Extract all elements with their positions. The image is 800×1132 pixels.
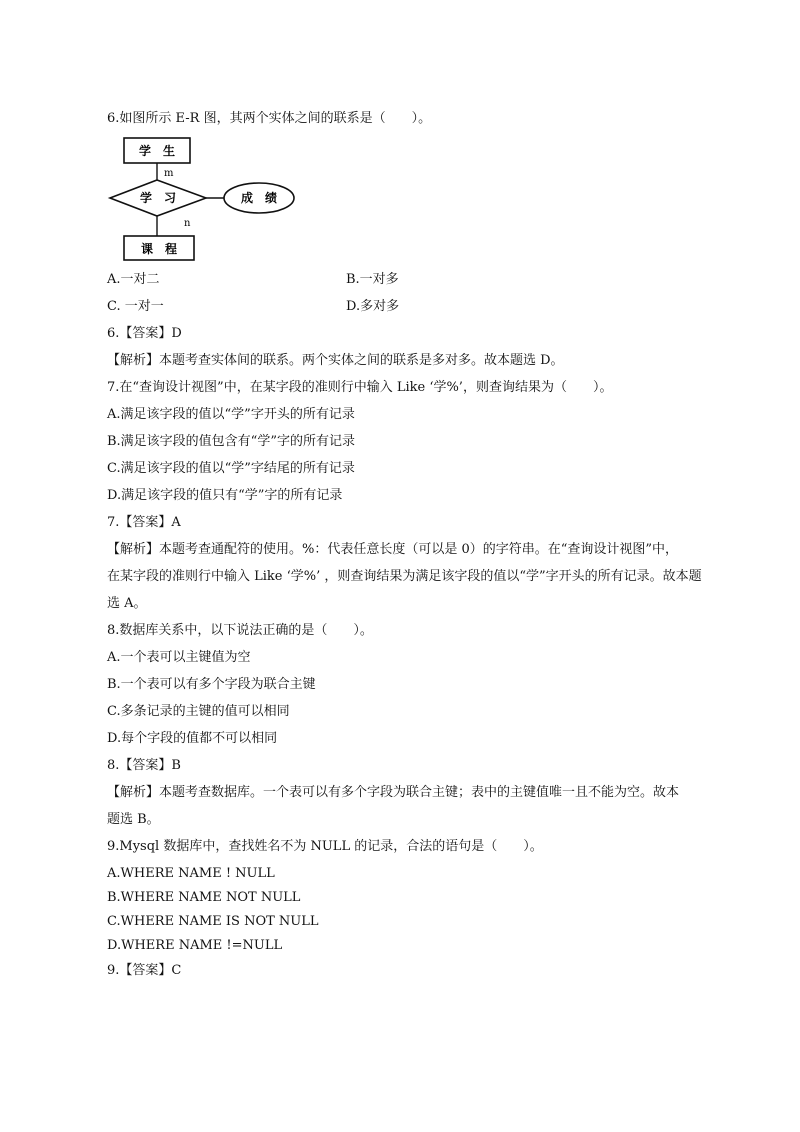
cardinality-m: m: [164, 168, 174, 179]
q7-option-c: C.满足该字段的值以“学”字结尾的所有记录: [107, 461, 355, 476]
q8-answer: 8.【答案】B: [107, 758, 181, 773]
attribute-label: 成 绩: [240, 191, 278, 205]
question-7-text: 7.在“查询设计视图”中，在某字段的准则行中输入 Like ‘学%’，则查询结果为（ ）。: [107, 380, 613, 395]
er-diagram: [104, 132, 314, 262]
q6-option-c: C. 一对一: [107, 299, 164, 314]
question-6-text: 6.如图所示 E-R 图，其两个实体之间的联系是（ ）。: [107, 111, 432, 126]
q8-option-b: B.一个表可以有多个字段为联合主键: [107, 677, 316, 692]
question-9-text: 9.Mysql 数据库中，查找姓名不为 NULL 的记录，合法的语句是（ ）。: [107, 839, 543, 854]
q7-analysis-line-1: 【解析】本题考查通配符的使用。%：代表任意长度（可以是 0）的字符串。在“查询设计视图”中，: [107, 542, 679, 557]
q9-option-c: C.WHERE NAME IS NOT NULL: [107, 914, 319, 929]
q8-option-c: C.多条记录的主键的值可以相同: [107, 704, 290, 719]
q7-analysis-line-3: 选 A。: [107, 596, 147, 611]
q7-answer: 7.【答案】A: [107, 515, 181, 530]
q8-option-d: D.每个字段的值都不可以相同: [107, 731, 278, 746]
q6-option-d: D.多对多: [346, 299, 400, 314]
q8-analysis-line-2: 题选 B。: [107, 812, 160, 827]
q7-option-b: B.满足该字段的值包含有“学”字的所有记录: [107, 434, 355, 449]
cardinality-n: n: [184, 218, 191, 229]
q9-option-d: D.WHERE NAME !=NULL: [107, 938, 283, 953]
q8-analysis-line-1: 【解析】本题考查数据库。一个表可以有多个字段为联合主键；表中的主键值唯一且不能为空。故本: [107, 785, 680, 800]
q6-option-b: B.一对多: [346, 272, 399, 287]
question-8-text: 8.数据库关系中，以下说法正确的是（ ）。: [107, 623, 373, 638]
entity-course-label: 课 程: [140, 242, 178, 256]
q6-option-a: A.一对二: [107, 272, 160, 287]
q7-analysis-line-2: 在某字段的准则行中输入 Like ‘学%’ ，则查询结果为满足该字段的值以“学”字开头的所有记录。故本题: [107, 569, 702, 584]
q6-answer: 6.【答案】D: [107, 326, 182, 341]
q6-analysis: 【解析】本题考查实体间的联系。两个实体之间的联系是多对多。故本题选 D。: [107, 353, 564, 368]
q9-option-a: A.WHERE NAME ! NULL: [107, 866, 275, 881]
q9-answer: 9.【答案】C: [107, 963, 182, 978]
q7-option-a: A.满足该字段的值以“学”字开头的所有记录: [107, 407, 355, 422]
relationship-label: 学 习: [139, 191, 177, 205]
q8-option-a: A.一个表可以主键值为空: [107, 650, 251, 665]
q9-option-b: B.WHERE NAME NOT NULL: [107, 890, 301, 905]
q7-option-d: D.满足该字段的值只有“学”字的所有记录: [107, 488, 343, 503]
entity-student-label: 学 生: [138, 144, 176, 158]
